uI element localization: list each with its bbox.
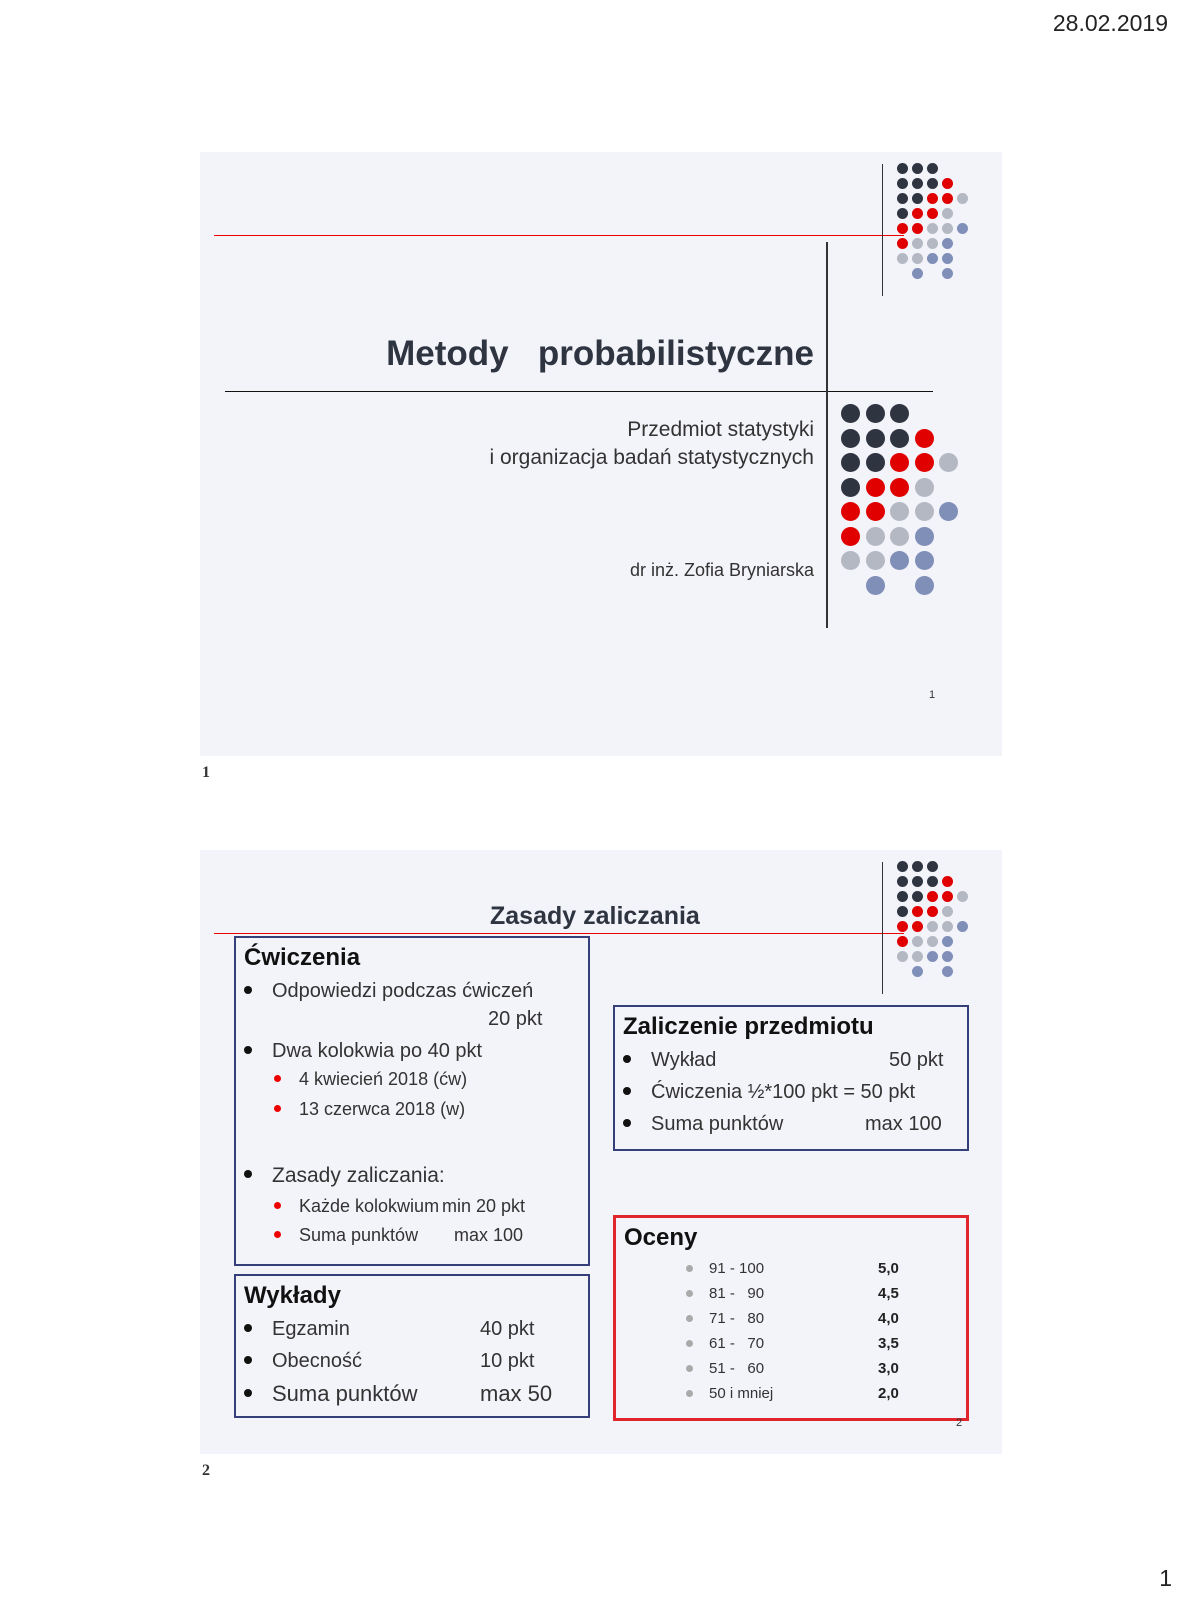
dot <box>927 253 938 264</box>
dot <box>957 921 968 932</box>
dot <box>841 551 860 570</box>
bullet <box>244 1324 252 1332</box>
author: dr inż. Zofia Bryniarska <box>629 560 814 580</box>
dot <box>957 223 968 234</box>
zaliczenie-heading: Zaliczenie przedmiotu <box>623 1013 874 1040</box>
sub-item: 13 czerwca 2018 (w) <box>274 1099 582 1120</box>
cwiczenia-heading: Ćwiczenia <box>244 944 361 971</box>
dot <box>942 208 953 219</box>
dot <box>897 951 908 962</box>
dot <box>942 936 953 947</box>
subtitle-line-1: Przedmiot statystyki <box>627 418 814 441</box>
dot <box>915 551 934 570</box>
dot <box>912 891 923 902</box>
slide-title: Zasady zaliczania <box>490 902 700 930</box>
list-item: Ćwiczenia ½*100 pkt = 50 pkt <box>623 1081 961 1104</box>
grade-row: 50 i mniej 2,0 <box>686 1385 926 1402</box>
dot <box>942 178 953 189</box>
dot <box>915 502 934 521</box>
wyklady-box <box>234 1274 590 1418</box>
dot <box>897 223 908 234</box>
dot <box>912 238 923 249</box>
dot <box>841 404 860 423</box>
dot <box>890 527 909 546</box>
dot <box>912 921 923 932</box>
dot <box>890 453 909 472</box>
dot <box>912 966 923 977</box>
dot <box>927 208 938 219</box>
dot <box>927 951 938 962</box>
dot <box>927 163 938 174</box>
dot <box>897 163 908 174</box>
slide-inner-number: 2 <box>956 1417 963 1429</box>
dot <box>915 429 934 448</box>
slide-number-1: 1 <box>202 764 210 781</box>
dot <box>912 861 923 872</box>
dot <box>927 193 938 204</box>
zaliczenie-box <box>613 1005 969 1151</box>
dot <box>915 576 934 595</box>
large-vertical-rule <box>826 242 828 628</box>
dot <box>897 861 908 872</box>
dot <box>939 453 958 472</box>
dot <box>957 193 968 204</box>
dot <box>897 178 908 189</box>
bullet <box>623 1119 631 1127</box>
dot <box>890 478 909 497</box>
dot <box>890 551 909 570</box>
dot <box>866 502 885 521</box>
small-vertical-rule <box>882 862 883 994</box>
dot <box>897 936 908 947</box>
dot <box>841 453 860 472</box>
bullet <box>686 1390 693 1397</box>
oceny-heading: Oceny <box>624 1224 698 1251</box>
dot <box>942 876 953 887</box>
dot <box>897 193 908 204</box>
list-item: Egzamin 40 pkt <box>244 1318 582 1341</box>
dot <box>912 268 923 279</box>
dot <box>897 208 908 219</box>
bullet <box>274 1231 281 1238</box>
red-rule <box>214 933 904 934</box>
bullet <box>274 1202 281 1209</box>
bullet <box>623 1087 631 1095</box>
dot <box>841 429 860 448</box>
dot <box>912 876 923 887</box>
grade-row: 91 - 100 5,0 <box>686 1260 926 1277</box>
grade-row: 61 - 70 3,5 <box>686 1335 926 1352</box>
dot <box>897 891 908 902</box>
dot <box>942 253 953 264</box>
grade-row: 81 - 90 4,5 <box>686 1285 926 1302</box>
dot <box>942 268 953 279</box>
list-item: Dwa kolokwia po 40 pkt <box>244 1040 582 1063</box>
grade-row: 71 - 80 4,0 <box>686 1310 926 1327</box>
bullet <box>244 1389 252 1397</box>
dot <box>841 502 860 521</box>
bullet <box>244 1356 252 1364</box>
page-date: 28.02.2019 <box>1052 10 1168 36</box>
dot <box>915 453 934 472</box>
dot <box>897 921 908 932</box>
dot <box>927 223 938 234</box>
bullet <box>274 1075 281 1082</box>
red-rule <box>214 235 904 236</box>
dot <box>927 238 938 249</box>
dot <box>912 906 923 917</box>
list-item: Odpowiedzi podczas ćwiczeń <box>244 980 582 1003</box>
bullet <box>244 1170 252 1178</box>
dot <box>912 178 923 189</box>
dot <box>927 891 938 902</box>
bullet <box>686 1265 693 1272</box>
list-item: Zasady zaliczania: <box>244 1164 582 1188</box>
slide-inner-number: 1 <box>929 689 936 701</box>
dot <box>942 223 953 234</box>
dot <box>912 208 923 219</box>
slide-number-2: 2 <box>202 1462 210 1479</box>
dot <box>897 906 908 917</box>
dot <box>942 966 953 977</box>
dot <box>942 906 953 917</box>
dot <box>866 551 885 570</box>
sub-item: Suma punktów max 100 <box>274 1225 582 1246</box>
dot <box>841 527 860 546</box>
bullet <box>623 1055 631 1063</box>
dot <box>942 921 953 932</box>
bullet <box>686 1365 693 1372</box>
slide-title: Metody probabilistyczne <box>386 334 814 373</box>
dot <box>915 478 934 497</box>
bullet <box>686 1315 693 1322</box>
bullet <box>244 1046 252 1054</box>
dot <box>866 478 885 497</box>
dot <box>912 936 923 947</box>
bullet <box>244 986 252 994</box>
page-number: 1 <box>1159 1565 1172 1591</box>
grade-row: 51 - 60 3,0 <box>686 1360 926 1377</box>
dot <box>912 163 923 174</box>
dot <box>890 429 909 448</box>
dot <box>927 876 938 887</box>
dot <box>866 453 885 472</box>
dot <box>942 891 953 902</box>
dot <box>927 906 938 917</box>
dot <box>866 527 885 546</box>
dot <box>890 404 909 423</box>
cwiczenia-box: Ćwiczenia Odpowiedzi podczas ćwiczeń 20 pkt Dwa kolokwia po 40 pkt 4 kwiecień 2018 (ćw) 13 czerwca 2018 (w) Zasady zaliczania: Każde kolokwium min 20 pkt Suma punktów max 100 <box>234 936 590 1266</box>
dot <box>912 223 923 234</box>
dot <box>927 178 938 189</box>
dot <box>897 876 908 887</box>
dot <box>942 193 953 204</box>
dot <box>866 576 885 595</box>
dot <box>957 891 968 902</box>
dot <box>927 861 938 872</box>
dot <box>897 253 908 264</box>
dot <box>866 404 885 423</box>
dot <box>942 951 953 962</box>
slide-1 <box>200 152 1002 756</box>
dot <box>841 478 860 497</box>
list-item: Suma punktów max 50 <box>244 1381 582 1407</box>
bullet <box>686 1340 693 1347</box>
oceny-box <box>613 1215 969 1421</box>
subtitle-line-2: i organizacja badań statystycznych <box>489 446 814 469</box>
sub-item: Każde kolokwium min 20 pkt <box>274 1196 582 1217</box>
dot <box>939 502 958 521</box>
small-vertical-rule <box>882 164 883 296</box>
dot <box>866 429 885 448</box>
list-item: Wykład 50 pkt <box>623 1049 961 1072</box>
dot <box>890 502 909 521</box>
dot <box>912 951 923 962</box>
dot <box>927 936 938 947</box>
dot <box>927 921 938 932</box>
slide-2 <box>200 850 1002 1454</box>
dot <box>912 193 923 204</box>
dot <box>912 253 923 264</box>
sub-item: 4 kwiecień 2018 (ćw) <box>274 1069 582 1090</box>
dot <box>897 238 908 249</box>
dot <box>915 527 934 546</box>
list-item: Obecność 10 pkt <box>244 1350 582 1373</box>
wyklady-heading: Wykłady <box>244 1282 341 1309</box>
bullet <box>274 1105 281 1112</box>
list-item: Suma punktów max 100 <box>623 1113 961 1136</box>
bullet <box>686 1290 693 1297</box>
dot <box>942 238 953 249</box>
